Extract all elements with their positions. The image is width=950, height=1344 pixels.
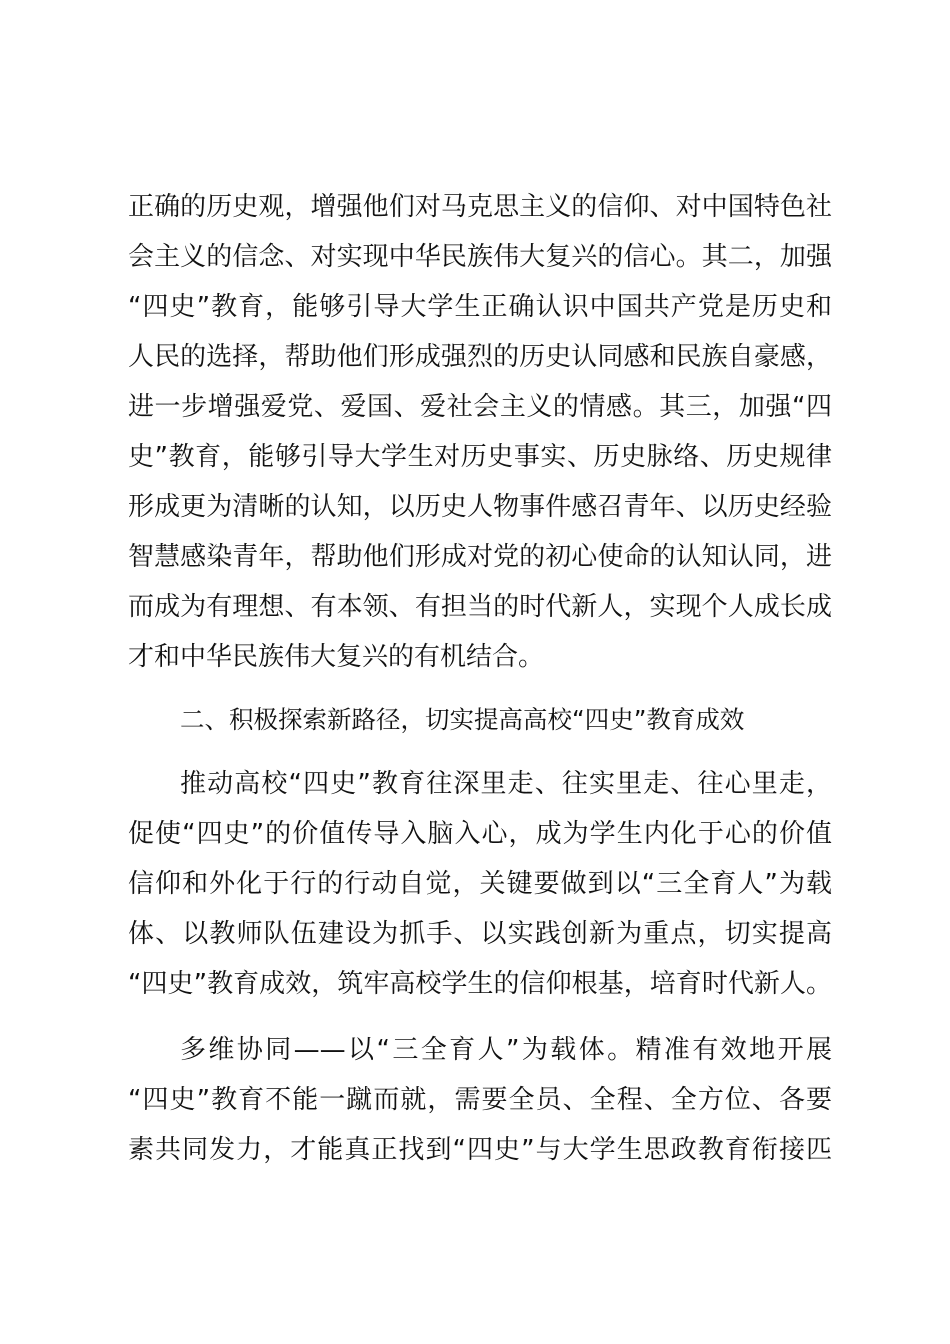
text-line: 史”教育，能够引导大学生对历史事实、历史脉络、历史规律: [128, 442, 832, 472]
text-line: 才和中华民族伟大复兴的有机结合。: [128, 642, 545, 672]
text-line: 进一步增强爱党、爱国、爱社会主义的情感。其三，加强“四: [128, 392, 832, 422]
text-line: 体、以教师队伍建设为抓手、以实践创新为重点，切实提高: [128, 919, 832, 949]
text-line: 推动高校“四史”教育往深里走、往实里走、往心里走，: [180, 769, 832, 799]
text-line: “四史”教育不能一蹴而就，需要全员、全程、全方位、各要: [128, 1085, 832, 1115]
text-line: 形成更为清晰的认知，以历史人物事件感召青年、以历史经验: [128, 492, 832, 522]
paragraph-2: [128, 759, 832, 1009]
paragraph-1: [128, 182, 832, 682]
text-line: “四史”教育成效，筑牢高校学生的信仰根基，培育时代新人。: [128, 969, 832, 999]
text-line: 会主义的信念、对实现中华民族伟大复兴的信心。其二，加强: [128, 242, 832, 272]
text-line: 信仰和外化于行的行动自觉，关键要做到以“三全育人”为载: [128, 869, 832, 899]
text-line: 正确的历史观，增强他们对马克思主义的信仰、对中国特色社: [128, 192, 832, 222]
text-line: 智慧感染青年，帮助他们形成对党的初心使命的认知认同，进: [128, 542, 832, 572]
text-line: “四史”教育，能够引导大学生正确认识中国共产党是历史和: [128, 292, 832, 322]
text-line: 多维协同——以“三全育人”为载体。精准有效地开展: [180, 1035, 832, 1065]
text-line: 人民的选择，帮助他们形成强烈的历史认同感和民族自豪感，: [128, 342, 832, 372]
text-line: 而成为有理想、有本领、有担当的时代新人，实现个人成长成: [128, 592, 832, 622]
paragraph-3: [128, 1025, 832, 1175]
text-line: 素共同发力，才能真正找到“四史”与大学生思政教育衔接匹: [128, 1135, 832, 1165]
section-heading: 二、积极探索新路径，切实提高高校“四史”教育成效: [180, 705, 745, 734]
text-line: 促使“四史”的价值传导入脑入心，成为学生内化于心的价值: [128, 819, 832, 849]
